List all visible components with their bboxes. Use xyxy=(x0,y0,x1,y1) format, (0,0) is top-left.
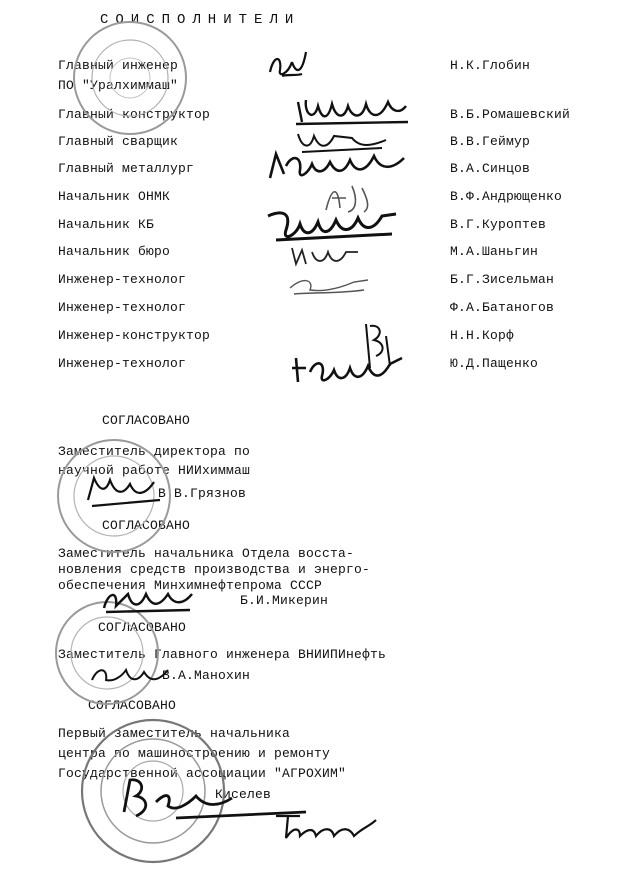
handwritten-signature xyxy=(290,348,410,388)
approval-heading: СОГЛАСОВАНО xyxy=(102,518,191,533)
approval-heading: СОГЛАСОВАНО xyxy=(102,413,191,428)
approval-line: Заместитель начальника Отдела восста- xyxy=(58,546,355,561)
person-name: М.А.Шаньгин xyxy=(450,244,539,259)
position-label: Главный конструктор xyxy=(58,107,211,122)
person-name: Б.Г.Зисельман xyxy=(450,272,555,287)
person-name: Ю.Д.Пащенко xyxy=(450,356,539,371)
person-name: Н.Н.Корф xyxy=(450,328,515,343)
position-label: Начальник бюро xyxy=(58,244,171,259)
handwritten-signature xyxy=(262,144,412,184)
approval-heading: СОГЛАСОВАНО xyxy=(88,698,177,713)
position-label: Главный металлург xyxy=(58,161,195,176)
handwritten-signature xyxy=(292,92,412,130)
handwritten-signature xyxy=(356,316,396,376)
person-name: Ф.А.Батаногов xyxy=(450,300,555,315)
person-name: В.Г.Куроптев xyxy=(450,217,547,232)
position-label: Главный сварщик xyxy=(58,134,179,149)
handwritten-signature xyxy=(116,772,316,832)
approval-line: центра по машиностроению и ремонту xyxy=(58,746,331,761)
approval-name: Б.И.Микерин xyxy=(240,593,329,608)
approval-line: Заместитель Главного инженера ВНИИПИнефть xyxy=(58,647,387,662)
handwritten-signature xyxy=(262,200,402,246)
position-label: Инженер-технолог xyxy=(58,356,187,371)
person-name: В.В.Геймур xyxy=(450,134,531,149)
position-label: Начальник КБ xyxy=(58,217,155,232)
approval-line: Первый заместитель начальника xyxy=(58,726,291,741)
handwritten-signature xyxy=(284,270,374,298)
person-name: В.А.Синцов xyxy=(450,161,531,176)
approval-line: научной работе НИИхиммаш xyxy=(58,463,251,478)
handwritten-signature xyxy=(262,44,322,84)
approval-line: новления средств производства и энерго- xyxy=(58,562,371,577)
handwritten-signature xyxy=(270,806,380,846)
approval-name: В.В.Грязнов xyxy=(158,486,247,501)
page-title: СОИСПОЛНИТЕЛИ xyxy=(100,12,301,28)
handwritten-signature xyxy=(318,180,378,216)
approval-name: Киселев xyxy=(215,787,272,802)
handwritten-signature xyxy=(286,240,366,270)
approval-heading: СОГЛАСОВАНО xyxy=(98,620,187,635)
person-name: В.Б.Ромашевский xyxy=(450,107,571,122)
approval-name: В.А.Манохин xyxy=(162,668,251,683)
position-label: ПО "Уралхиммаш" xyxy=(58,78,179,93)
position-label: Главный инженер xyxy=(58,58,179,73)
person-name: Н.К.Глобин xyxy=(450,58,531,73)
position-label: Инженер-технолог xyxy=(58,272,187,287)
approval-line: обеспечения Минхимнефтепрома СССР xyxy=(58,578,323,593)
position-label: Инженер-конструктор xyxy=(58,328,211,343)
handwritten-signature xyxy=(292,124,392,158)
position-label: Инженер-технолог xyxy=(58,300,187,315)
position-label: Начальник ОНМК xyxy=(58,189,171,204)
approval-line: Государственной ассоциации "АГРОХИМ" xyxy=(58,766,347,781)
approval-line: Заместитель директора по xyxy=(58,444,251,459)
person-name: В.Ф.Андрющенко xyxy=(450,189,563,204)
